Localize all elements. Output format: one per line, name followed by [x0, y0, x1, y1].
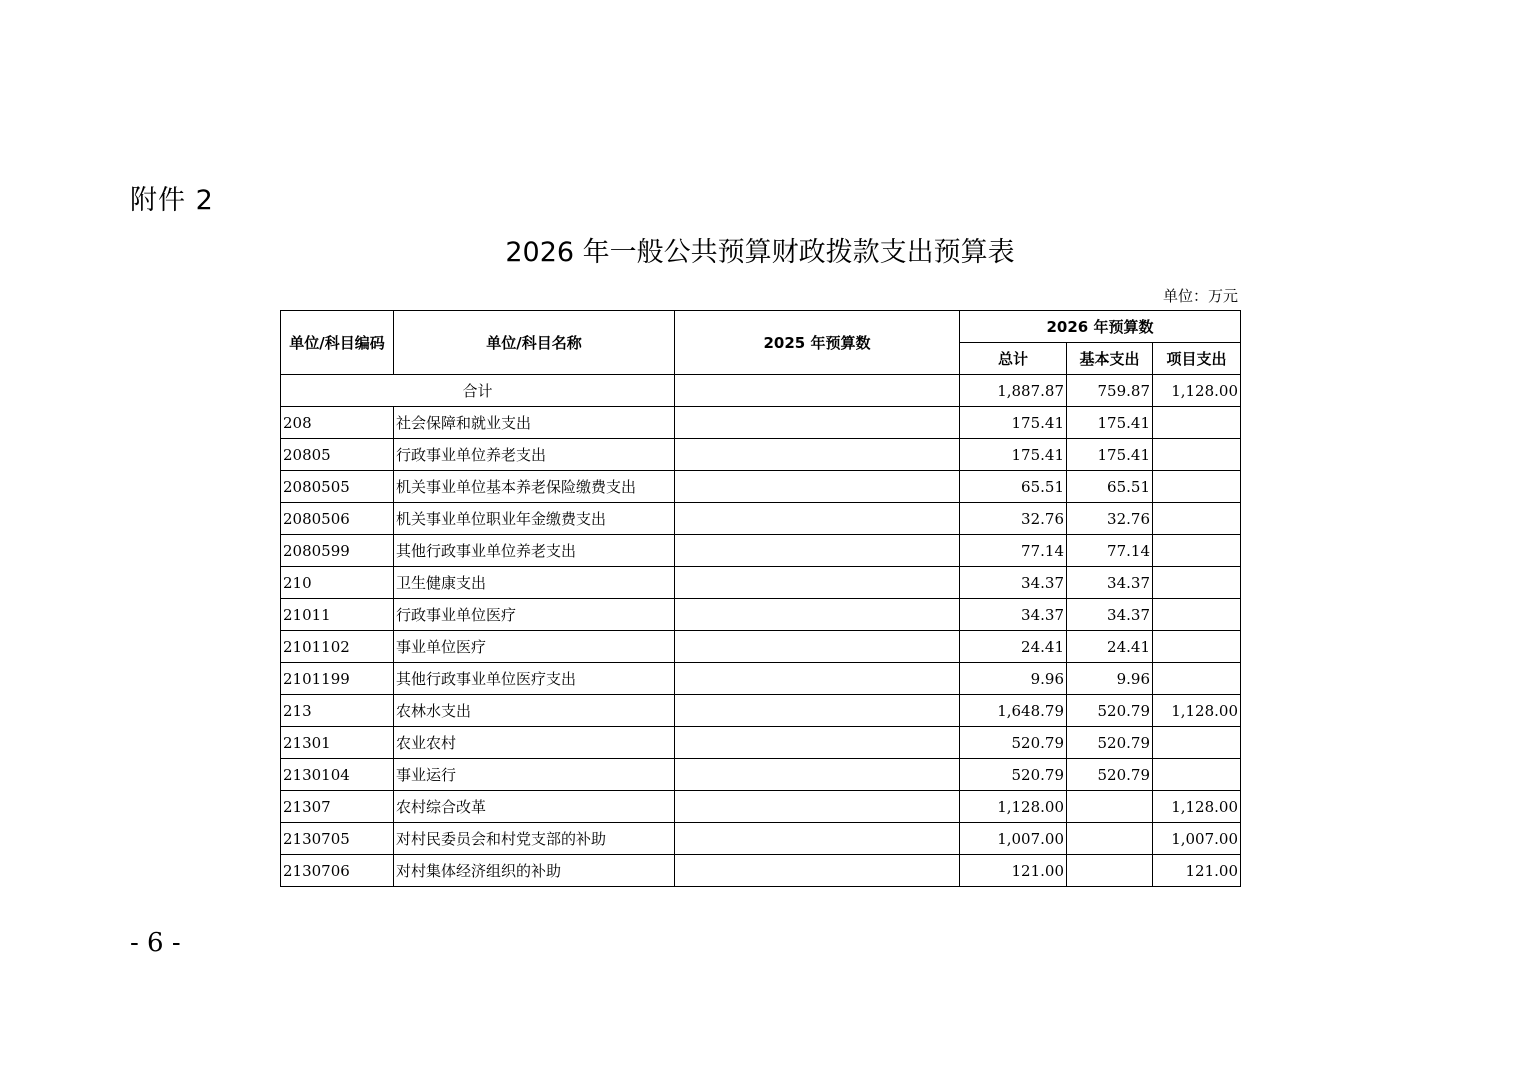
cell-project: [1153, 567, 1241, 599]
total-label: 合计: [281, 375, 675, 407]
cell-basic: 32.76: [1067, 503, 1153, 535]
cell-basic: 77.14: [1067, 535, 1153, 567]
cell-basic: 175.41: [1067, 407, 1153, 439]
cell-code: 21307: [281, 791, 394, 823]
cell-code: 210: [281, 567, 394, 599]
cell-basic: 9.96: [1067, 663, 1153, 695]
cell-project: 1,128.00: [1153, 791, 1241, 823]
table-row: [281, 759, 1241, 791]
cell-project: [1153, 599, 1241, 631]
table-row: [281, 791, 1241, 823]
cell-basic: 65.51: [1067, 471, 1153, 503]
cell-basic: 24.41: [1067, 631, 1153, 663]
cell-total: 520.79: [960, 759, 1067, 791]
cell-prev-budget: [675, 759, 960, 791]
table-row: [281, 663, 1241, 695]
cell-total: 1,648.79: [960, 695, 1067, 727]
cell-total: 34.37: [960, 567, 1067, 599]
table-row: [281, 631, 1241, 663]
table-row: [281, 695, 1241, 727]
cell-prev-budget: [675, 567, 960, 599]
cell-name: 其他行政事业单位养老支出: [394, 535, 675, 567]
cell-name: 其他行政事业单位医疗支出: [394, 663, 675, 695]
cell-total: 24.41: [960, 631, 1067, 663]
cell-total: 77.14: [960, 535, 1067, 567]
cell-project: [1153, 439, 1241, 471]
cell-name: 农林水支出: [394, 695, 675, 727]
cell-prev-budget: [675, 599, 960, 631]
cell-basic: 520.79: [1067, 695, 1153, 727]
unit-label: 单位：万元: [1162, 287, 1238, 305]
cell-basic: 520.79: [1067, 759, 1153, 791]
header-name: 单位/科目名称: [394, 311, 675, 375]
cell-project: [1153, 727, 1241, 759]
document-title: 2026 年一般公共预算财政拨款支出预算表: [505, 237, 1015, 268]
table-row: [281, 855, 1241, 887]
cell-code: 2101199: [281, 663, 394, 695]
cell-name: 对村集体经济组织的补助: [394, 855, 675, 887]
cell-code: 208: [281, 407, 394, 439]
cell-project: 1,128.00: [1153, 695, 1241, 727]
cell-basic: 175.41: [1067, 439, 1153, 471]
page-number: - 6 -: [130, 928, 181, 958]
cell-total: 1,007.00: [960, 823, 1067, 855]
total-project: 1,128.00: [1153, 375, 1241, 407]
cell-code: 2080599: [281, 535, 394, 567]
cell-name: 社会保障和就业支出: [394, 407, 675, 439]
cell-project: [1153, 663, 1241, 695]
cell-basic: 520.79: [1067, 727, 1153, 759]
table-row: [281, 439, 1241, 471]
cell-total: 121.00: [960, 855, 1067, 887]
cell-code: 213: [281, 695, 394, 727]
cell-prev-budget: [675, 471, 960, 503]
budget-table: [280, 310, 1241, 887]
cell-name: 机关事业单位基本养老保险缴费支出: [394, 471, 675, 503]
table-row: [281, 471, 1241, 503]
table-header-row-1: [281, 311, 1241, 343]
table-row: [281, 567, 1241, 599]
cell-name: 事业运行: [394, 759, 675, 791]
cell-project: 121.00: [1153, 855, 1241, 887]
total-prev: [675, 375, 960, 407]
cell-prev-budget: [675, 855, 960, 887]
cell-code: 20805: [281, 439, 394, 471]
header-basic: 基本支出: [1067, 343, 1153, 375]
cell-total: 175.41: [960, 407, 1067, 439]
header-total: 总计: [960, 343, 1067, 375]
cell-code: 2130104: [281, 759, 394, 791]
cell-project: 1,007.00: [1153, 823, 1241, 855]
cell-prev-budget: [675, 823, 960, 855]
cell-name: 农业农村: [394, 727, 675, 759]
total-basic: 759.87: [1067, 375, 1153, 407]
table-row: [281, 823, 1241, 855]
cell-name: 行政事业单位医疗: [394, 599, 675, 631]
cell-project: [1153, 503, 1241, 535]
cell-prev-budget: [675, 663, 960, 695]
total-row: [281, 375, 1241, 407]
cell-name: 行政事业单位养老支出: [394, 439, 675, 471]
table-row: [281, 407, 1241, 439]
table-row: [281, 727, 1241, 759]
cell-code: 2080505: [281, 471, 394, 503]
cell-basic: 34.37: [1067, 567, 1153, 599]
cell-code: 2130706: [281, 855, 394, 887]
cell-project: [1153, 407, 1241, 439]
cell-name: 事业单位医疗: [394, 631, 675, 663]
cell-name: 机关事业单位职业年金缴费支出: [394, 503, 675, 535]
cell-prev-budget: [675, 503, 960, 535]
cell-total: 1,128.00: [960, 791, 1067, 823]
cell-project: [1153, 535, 1241, 567]
cell-prev-budget: [675, 727, 960, 759]
cell-code: 21011: [281, 599, 394, 631]
cell-prev-budget: [675, 439, 960, 471]
cell-name: 卫生健康支出: [394, 567, 675, 599]
cell-total: 9.96: [960, 663, 1067, 695]
attachment-label: 附件 2: [130, 185, 214, 216]
cell-total: 520.79: [960, 727, 1067, 759]
cell-code: 2101102: [281, 631, 394, 663]
cell-name: 农村综合改革: [394, 791, 675, 823]
cell-total: 175.41: [960, 439, 1067, 471]
cell-project: [1153, 631, 1241, 663]
table-row: [281, 503, 1241, 535]
cell-project: [1153, 471, 1241, 503]
table-row: [281, 535, 1241, 567]
cell-prev-budget: [675, 407, 960, 439]
table-row: [281, 599, 1241, 631]
cell-project: [1153, 759, 1241, 791]
header-project: 项目支出: [1153, 343, 1241, 375]
cell-name: 对村民委员会和村党支部的补助: [394, 823, 675, 855]
cell-basic: [1067, 791, 1153, 823]
total-total: 1,887.87: [960, 375, 1067, 407]
cell-total: 32.76: [960, 503, 1067, 535]
header-curr-budget-group: 2026 年预算数: [960, 311, 1241, 343]
cell-prev-budget: [675, 791, 960, 823]
cell-prev-budget: [675, 535, 960, 567]
cell-code: 2130705: [281, 823, 394, 855]
cell-total: 65.51: [960, 471, 1067, 503]
cell-prev-budget: [675, 631, 960, 663]
header-code: 单位/科目编码: [281, 311, 394, 375]
cell-basic: 34.37: [1067, 599, 1153, 631]
cell-total: 34.37: [960, 599, 1067, 631]
cell-basic: [1067, 855, 1153, 887]
cell-prev-budget: [675, 695, 960, 727]
header-prev-budget: 2025 年预算数: [675, 311, 960, 375]
cell-basic: [1067, 823, 1153, 855]
cell-code: 2080506: [281, 503, 394, 535]
cell-code: 21301: [281, 727, 394, 759]
